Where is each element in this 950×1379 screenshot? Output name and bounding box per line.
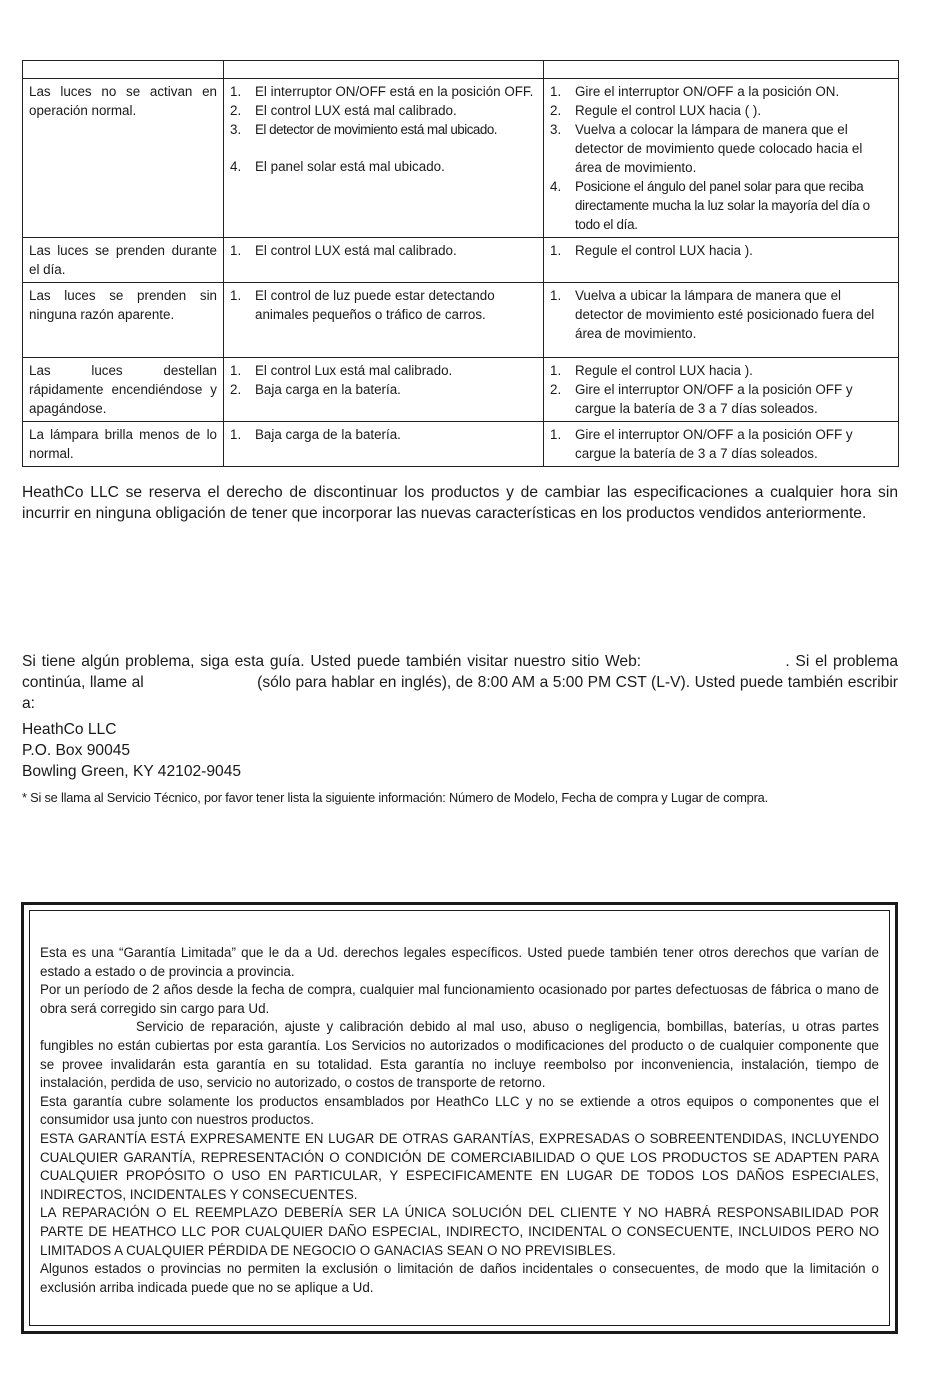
step-number: 2.	[550, 103, 562, 118]
troubleshooting-table	[22, 60, 899, 467]
warranty-text	[40, 944, 879, 1297]
step-text: Regule el control LUX hacia ).	[575, 363, 753, 378]
step-text: Gire el interruptor ON/OFF a la posición ON.	[575, 84, 840, 99]
step-text: Vuelva a ubicar la lámpara de manera que el detector de movimiento esté posicionado fuera del área de movimiento.	[575, 288, 875, 341]
list-item	[550, 241, 892, 260]
step-number: 3.	[550, 122, 562, 137]
step-number: 2.	[230, 103, 242, 118]
step-number: 1.	[230, 363, 242, 378]
list-item	[230, 361, 537, 380]
step-number: 1.	[550, 363, 562, 378]
table-row	[23, 358, 899, 422]
table-row	[23, 79, 899, 238]
warranty-paragraph	[40, 1018, 879, 1092]
address-line: HeathCo LLC	[22, 721, 117, 738]
problem-cell: La lámpara brilla menos de lo normal.	[23, 422, 224, 467]
step-text: El control LUX está mal calibrado.	[255, 103, 457, 118]
step-text: Gire el interruptor ON/OFF a la posición OFF y cargue la batería de 3 a 7 días soleados.	[575, 427, 853, 461]
step-number: 1.	[230, 84, 242, 99]
step-number: 2.	[550, 382, 562, 397]
table-row	[23, 422, 899, 467]
solution-cell	[544, 238, 899, 283]
step-number: 1.	[550, 427, 562, 442]
address-line: Bowling Green, KY 42102-9045	[22, 763, 242, 780]
step-text: Regule el control LUX hacia ).	[575, 243, 753, 258]
step-text: El control de luz puede estar detectando animales pequeños o tráfico de carros.	[255, 288, 495, 322]
table-header-row	[23, 61, 899, 79]
warranty-paragraph: Esta garantía cubre solamente los productos ensamblados por HeathCo LLC y no se extiende a otros equipos o componentes que el consumidor usa junto con nuestros productos.	[40, 1093, 879, 1128]
list-item	[550, 425, 892, 463]
list-item	[550, 380, 892, 418]
warranty-paragraph: Esta es una “Garantía Limitada” que le da a Ud. derechos legales específicos. Usted puede también tener otros derechos que varían de estado a estado o de provincia a provincia.	[40, 945, 879, 979]
step-text: El control LUX está mal calibrado.	[255, 243, 457, 258]
list-item	[550, 361, 892, 380]
step-text: El interruptor ON/OFF está en la posición OFF.	[255, 84, 534, 99]
problem-cell: Las luces se prenden durante el día.	[23, 238, 224, 283]
step-text: Baja carga en la batería.	[255, 382, 401, 397]
problem-cell: Las luces destellan rápidamente encendiéndose y apagándose.	[23, 358, 224, 422]
cause-cell	[224, 79, 544, 238]
disclaimer-paragraph: HeathCo LLC se reserva el derecho de discontinuar los productos y de cambiar las especificaciones a cualquier hora sin incurrir en ninguna obligación de tener que incorporar las nuevas características en los productos vendidos anteriormente.	[22, 484, 898, 522]
table-row	[23, 283, 899, 358]
header-problem	[23, 61, 224, 79]
solution-cell	[544, 283, 899, 358]
support-paragraph: Si tiene algún problema, siga esta guía. Usted puede también visitar nuestro sitio Web: . Si el problema continúa, llame al (sólo para hablar en inglés), de 8:00 AM a 5:00 PM CST (L-V). Usted puede también escribir a:	[22, 653, 903, 712]
mailing-address	[22, 719, 241, 782]
cause-cell	[224, 283, 544, 358]
step-number: 1.	[230, 288, 242, 303]
step-number: 4.	[550, 179, 562, 194]
solution-cell	[544, 422, 899, 467]
warranty-exclusions-text: Servicio de reparación, ajuste y calibración debido al mal uso, abuso o negligencia, bombillas, baterías, u otras partes fungibles no están cubiertas por esta garantía. Los Servicios no autorizados o modificaciones del producto o de cualquier componente que se provee invalidarán esta garantía en su totalidad. Esta garantía no incluye reembolso por inconveniencia, instalación, tiempo de instalación, perdida de uso, servicio no autorizado, o costos de transporte de retorno.	[40, 1019, 879, 1091]
warranty-paragraph: Algunos estados o provincias no permiten la exclusión o limitación de daños incidentales o consecuentes, de modo que la limitación o exclusión arriba indicada puede que no se aplique a Ud.	[40, 1261, 879, 1295]
step-text: Posicione el ángulo del panel solar para que reciba directamente mucha la luz solar la mayoría del día o todo el día.	[575, 179, 870, 232]
step-number: 4.	[230, 159, 242, 174]
problem-cell: Las luces no se activan en operación normal.	[23, 79, 224, 238]
step-number: 1.	[550, 243, 562, 258]
warranty-paragraph: ESTA GARANTÍA ESTÁ EXPRESAMENTE EN LUGAR DE OTRAS GARANTÍAS, EXPRESADAS O SOBREENTENDIDAS, INCLUYENDO CUALQUIER GARANTÍA, REPRESENTACIÓN O CONDICIÓN DE COMERCIABILIDAD O QUE LOS PRODUCTOS SE ADAPTEN PARA CUALQUIER PROPÓSITO O USO EN PARTICULAR, Y ESPECIFICAMENTE EN LUGAR DE TODOS LOS DAÑOS ESPECIALES, INDIRECTOS, INCIDENTALES Y CONSECUENTES.	[40, 1130, 879, 1202]
address-line: P.O. Box 90045	[22, 742, 131, 759]
list-item	[230, 425, 537, 444]
step-number: 1.	[230, 243, 242, 258]
header-cause	[224, 61, 544, 79]
list-item	[550, 120, 892, 177]
step-text: Gire el interruptor ON/OFF a la posición OFF y cargue la batería de 3 a 7 días soleados.	[575, 382, 853, 416]
list-item	[230, 241, 537, 260]
list-item	[230, 157, 537, 176]
step-number: 1.	[230, 427, 242, 442]
warranty-paragraph: LA REPARACIÓN O EL REEMPLAZO DEBERÍA SER LA ÚNICA SOLUCIÓN DEL CLIENTE Y NO HABRÁ RESPONSABILIDAD POR PARTE DE HEATHCO LLC POR CUALQUIER DAÑO ESPECIAL, INDIRECTO, INCIDENTAL O CONSECUENTE, INCLUIDOS PERO NO LIMITADOS A CUALQUIER PÉRDIDA DE NEGOCIO O GANACIAS SEAN O NO PREVISIBLES.	[40, 1205, 879, 1258]
step-text: El control Lux está mal calibrado.	[255, 363, 453, 378]
header-solution	[544, 61, 899, 79]
step-number: 1.	[550, 84, 562, 99]
list-item	[230, 82, 537, 101]
list-item	[230, 286, 537, 324]
list-item	[550, 101, 892, 120]
tech-service-note: * Si se llama al Servicio Técnico, por favor tener lista la siguiente información: Número de Modelo, Fecha de compra y Lugar de compra.	[22, 790, 768, 805]
table-row	[23, 238, 899, 283]
list-item	[230, 380, 537, 399]
cause-cell	[224, 422, 544, 467]
list-item	[230, 120, 537, 139]
list-item	[550, 286, 892, 343]
step-number: 2.	[230, 382, 242, 397]
problem-cell: Las luces se prenden sin ninguna razón aparente.	[23, 283, 224, 358]
list-item	[550, 82, 892, 101]
solution-cell	[544, 79, 899, 238]
cause-cell	[224, 238, 544, 283]
solution-cell	[544, 358, 899, 422]
list-item	[230, 101, 537, 120]
cause-cell	[224, 358, 544, 422]
step-number: 1.	[550, 288, 562, 303]
list-item	[550, 177, 892, 234]
warranty-inner-frame	[29, 910, 890, 1326]
step-text: Regule el control LUX hacia ( ).	[575, 103, 762, 118]
warranty-paragraph: Por un período de 2 años desde la fecha de compra, cualquier mal funcionamiento ocasionado por partes defectuosas de fábrica o mano de obra será corregido sin cargo para Ud.	[40, 982, 879, 1016]
step-number: 3.	[230, 122, 242, 137]
warranty-box	[21, 902, 898, 1334]
step-text: El panel solar está mal ubicado.	[255, 159, 445, 174]
step-text: Baja carga de la batería.	[255, 427, 401, 442]
step-text: El detector de movimiento está mal ubicado.	[255, 122, 497, 137]
step-text: Vuelva a colocar la lámpara de manera que el detector de movimiento quede colocado hacia el área de movimiento.	[575, 122, 863, 175]
